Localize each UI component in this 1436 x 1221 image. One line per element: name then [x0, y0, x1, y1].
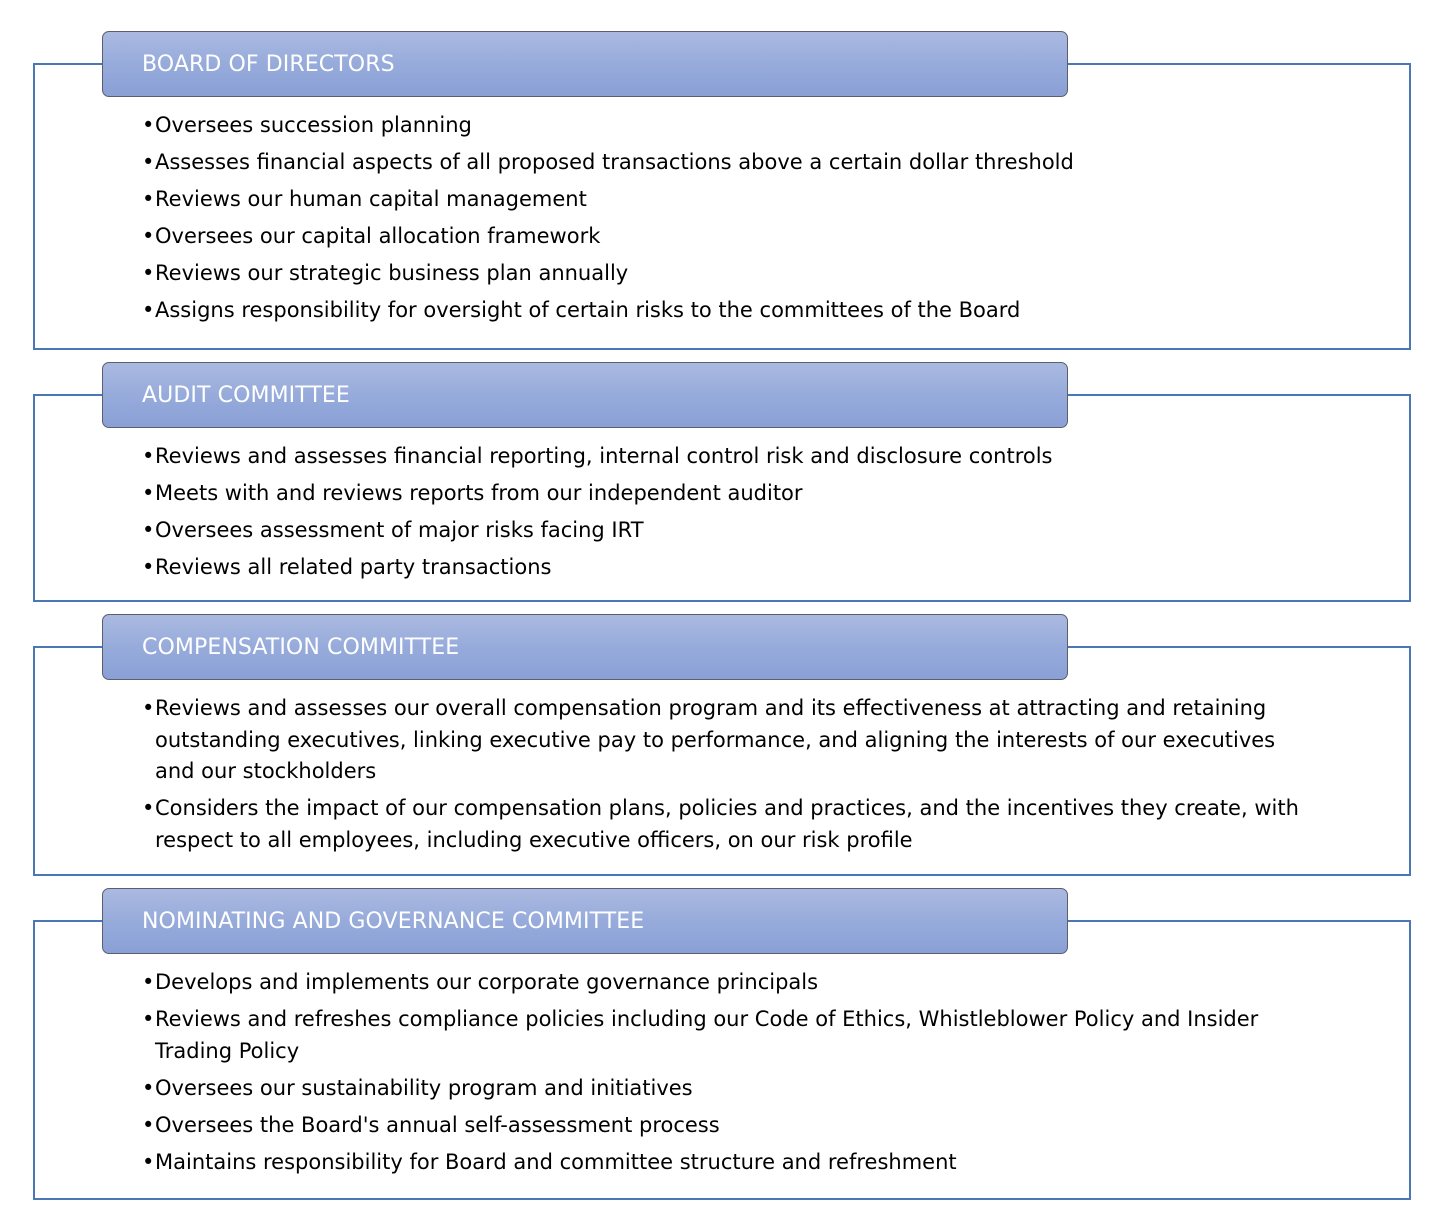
list-item: • Assigns responsibility for oversight of certain risks to the committees of the Board: [142, 295, 1312, 327]
bullet-icon: •: [142, 113, 155, 137]
list-item: • Reviews our strategic business plan annually: [142, 258, 1312, 290]
list-item: • Assesses financial aspects of all proposed transactions above a certain dollar threshold: [142, 147, 1312, 179]
list-item: • Reviews and assesses our overall compensation program and its effectiveness at attracting and retaining outstanding executives, linking executive pay to performance, and aligning the interests of our executives and our stockholders: [142, 693, 1312, 788]
bullet-icon: •: [142, 1075, 155, 1100]
bullet-icon: •: [142, 298, 155, 322]
list-item: • Reviews all related party transactions: [142, 552, 1312, 584]
list-item: • Oversees assessment of major risks facing IRT: [142, 515, 1312, 547]
bullet-icon: •: [142, 796, 155, 820]
bullet-icon: •: [142, 518, 155, 542]
responsibility-list: [142, 967, 1312, 1184]
list-item: • Considers the impact of our compensation plans, policies and practices, and the incentives they create, with respect to all employees, including executive officers, on our risk profile: [142, 793, 1312, 856]
bullet-icon: •: [142, 444, 155, 468]
list-item: • Develops and implements our corporate governance principals: [142, 967, 1312, 999]
list-item: • Oversees our sustainability program and initiatives: [142, 1073, 1312, 1105]
section-header: [102, 888, 1068, 954]
bullet-icon: •: [142, 481, 155, 505]
list-item: • Meets with and reviews reports from our independent auditor: [142, 478, 1312, 510]
list-item: • Oversees our capital allocation framework: [142, 221, 1312, 253]
bullet-icon: •: [142, 224, 155, 248]
responsibility-list: [142, 693, 1312, 862]
bullet-icon: •: [142, 555, 155, 579]
section-title: COMPENSATION COMMITTEE: [142, 634, 460, 660]
bullet-icon: •: [142, 150, 155, 174]
section-header: [102, 614, 1068, 680]
list-item: • Reviews and refreshes compliance policies including our Code of Ethics, Whistleblower Policy and Insider Trading Policy: [142, 1004, 1312, 1067]
responsibility-list: [142, 110, 1312, 332]
responsibility-list: [142, 441, 1312, 589]
list-item: • Reviews our human capital management: [142, 184, 1312, 216]
section-title: BOARD OF DIRECTORS: [142, 51, 395, 77]
section-header: [102, 31, 1068, 97]
section-header: [102, 362, 1068, 428]
bullet-icon: •: [142, 187, 155, 211]
bullet-icon: •: [142, 1149, 155, 1174]
section-title: AUDIT COMMITTEE: [142, 382, 350, 408]
list-item: • Oversees succession planning: [142, 110, 1312, 142]
bullet-icon: •: [142, 696, 155, 720]
bullet-icon: •: [142, 1112, 155, 1137]
bullet-icon: •: [142, 970, 155, 994]
list-item: • Reviews and assesses financial reporting, internal control risk and disclosure controls: [142, 441, 1312, 473]
section-title: NOMINATING AND GOVERNANCE COMMITTEE: [142, 908, 645, 934]
bullet-icon: •: [142, 1007, 155, 1031]
list-item: • Oversees the Board's annual self-assessment process: [142, 1110, 1312, 1142]
list-item: • Maintains responsibility for Board and committee structure and refreshment: [142, 1147, 1312, 1179]
bullet-icon: •: [142, 261, 155, 285]
